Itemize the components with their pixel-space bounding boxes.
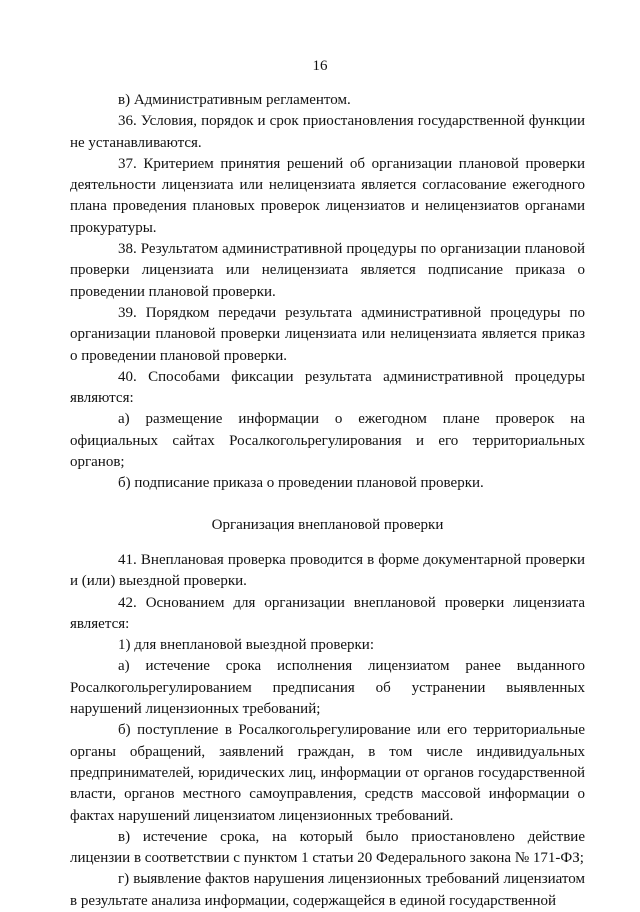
paragraph: 39. Порядком передачи результата административной процедуры по организации плановой проверки лицензиата или нелицензиата является приказ о проведении плановой проверки. [70,304,585,364]
page-number: 16 [312,58,328,74]
paragraph: 38. Результатом административной процедуры по организации плановой проверки лицензиата или нелицензиата является подписание приказа о проведении плановой проверки. [70,241,585,300]
paragraph: а) размещение информации о ежегодном плане проверок на официальных сайтах Росалкогольрегулирования и его территориальных органов; [70,411,585,471]
paragraph: 41. Внеплановая проверка проводится в форме документарной проверки и (или) выездной проверки. [70,551,585,590]
section-heading: Организация внеплановой проверки [211,516,444,533]
paragraph: а) истечение срока исполнения лицензиатом ранее выданного Росалкогольрегулированием предписания об устранении выявленных нарушений лицензионных требований; [70,658,585,718]
paragraph: б) поступление в Росалкогольрегулирование или его территориальные органы обращений, заявлений граждан, в том числе индивидуальных предпринимателей, юридических лиц, информации от органов государственной власти, органов местного самоуправления, средств массовой информации о фактах нарушений лицензиатом лицензионных требований. [70,722,585,824]
paragraph: г) выявление фактов нарушения лицензионных требований лицензиатом в результате анализа информации, содержащейся в единой государственной [70,871,585,909]
paragraph: 37. Критерием принятия решений об организации плановой проверки деятельности лицензиата или нелицензиата является согласование ежегодного плана проведения плановых проверок лицензиатов и нелицензиатов органами прокуратуры. [70,155,585,236]
document-body [70,90,585,912]
paragraph: 40. Способами фиксации результата административной процедуры являются: [70,368,585,407]
paragraph: б) подписание приказа о проведении плановой проверки. [118,475,484,492]
paragraph: в) истечение срока, на который было приостановлено действие лицензии в соответствии с пунктом 1 статьи 20 Федерального закона № 171-ФЗ; [70,828,585,867]
paragraph: 42. Основанием для организации внеплановой проверки лицензиата является: [70,594,585,632]
paragraph: 36. Условия, порядок и срок приостановления государственной функции не устанавливаются. [70,113,585,151]
paragraph: 1) для внеплановой выездной проверки: [118,637,374,654]
paragraph: в) Административным регламентом. [118,92,351,108]
